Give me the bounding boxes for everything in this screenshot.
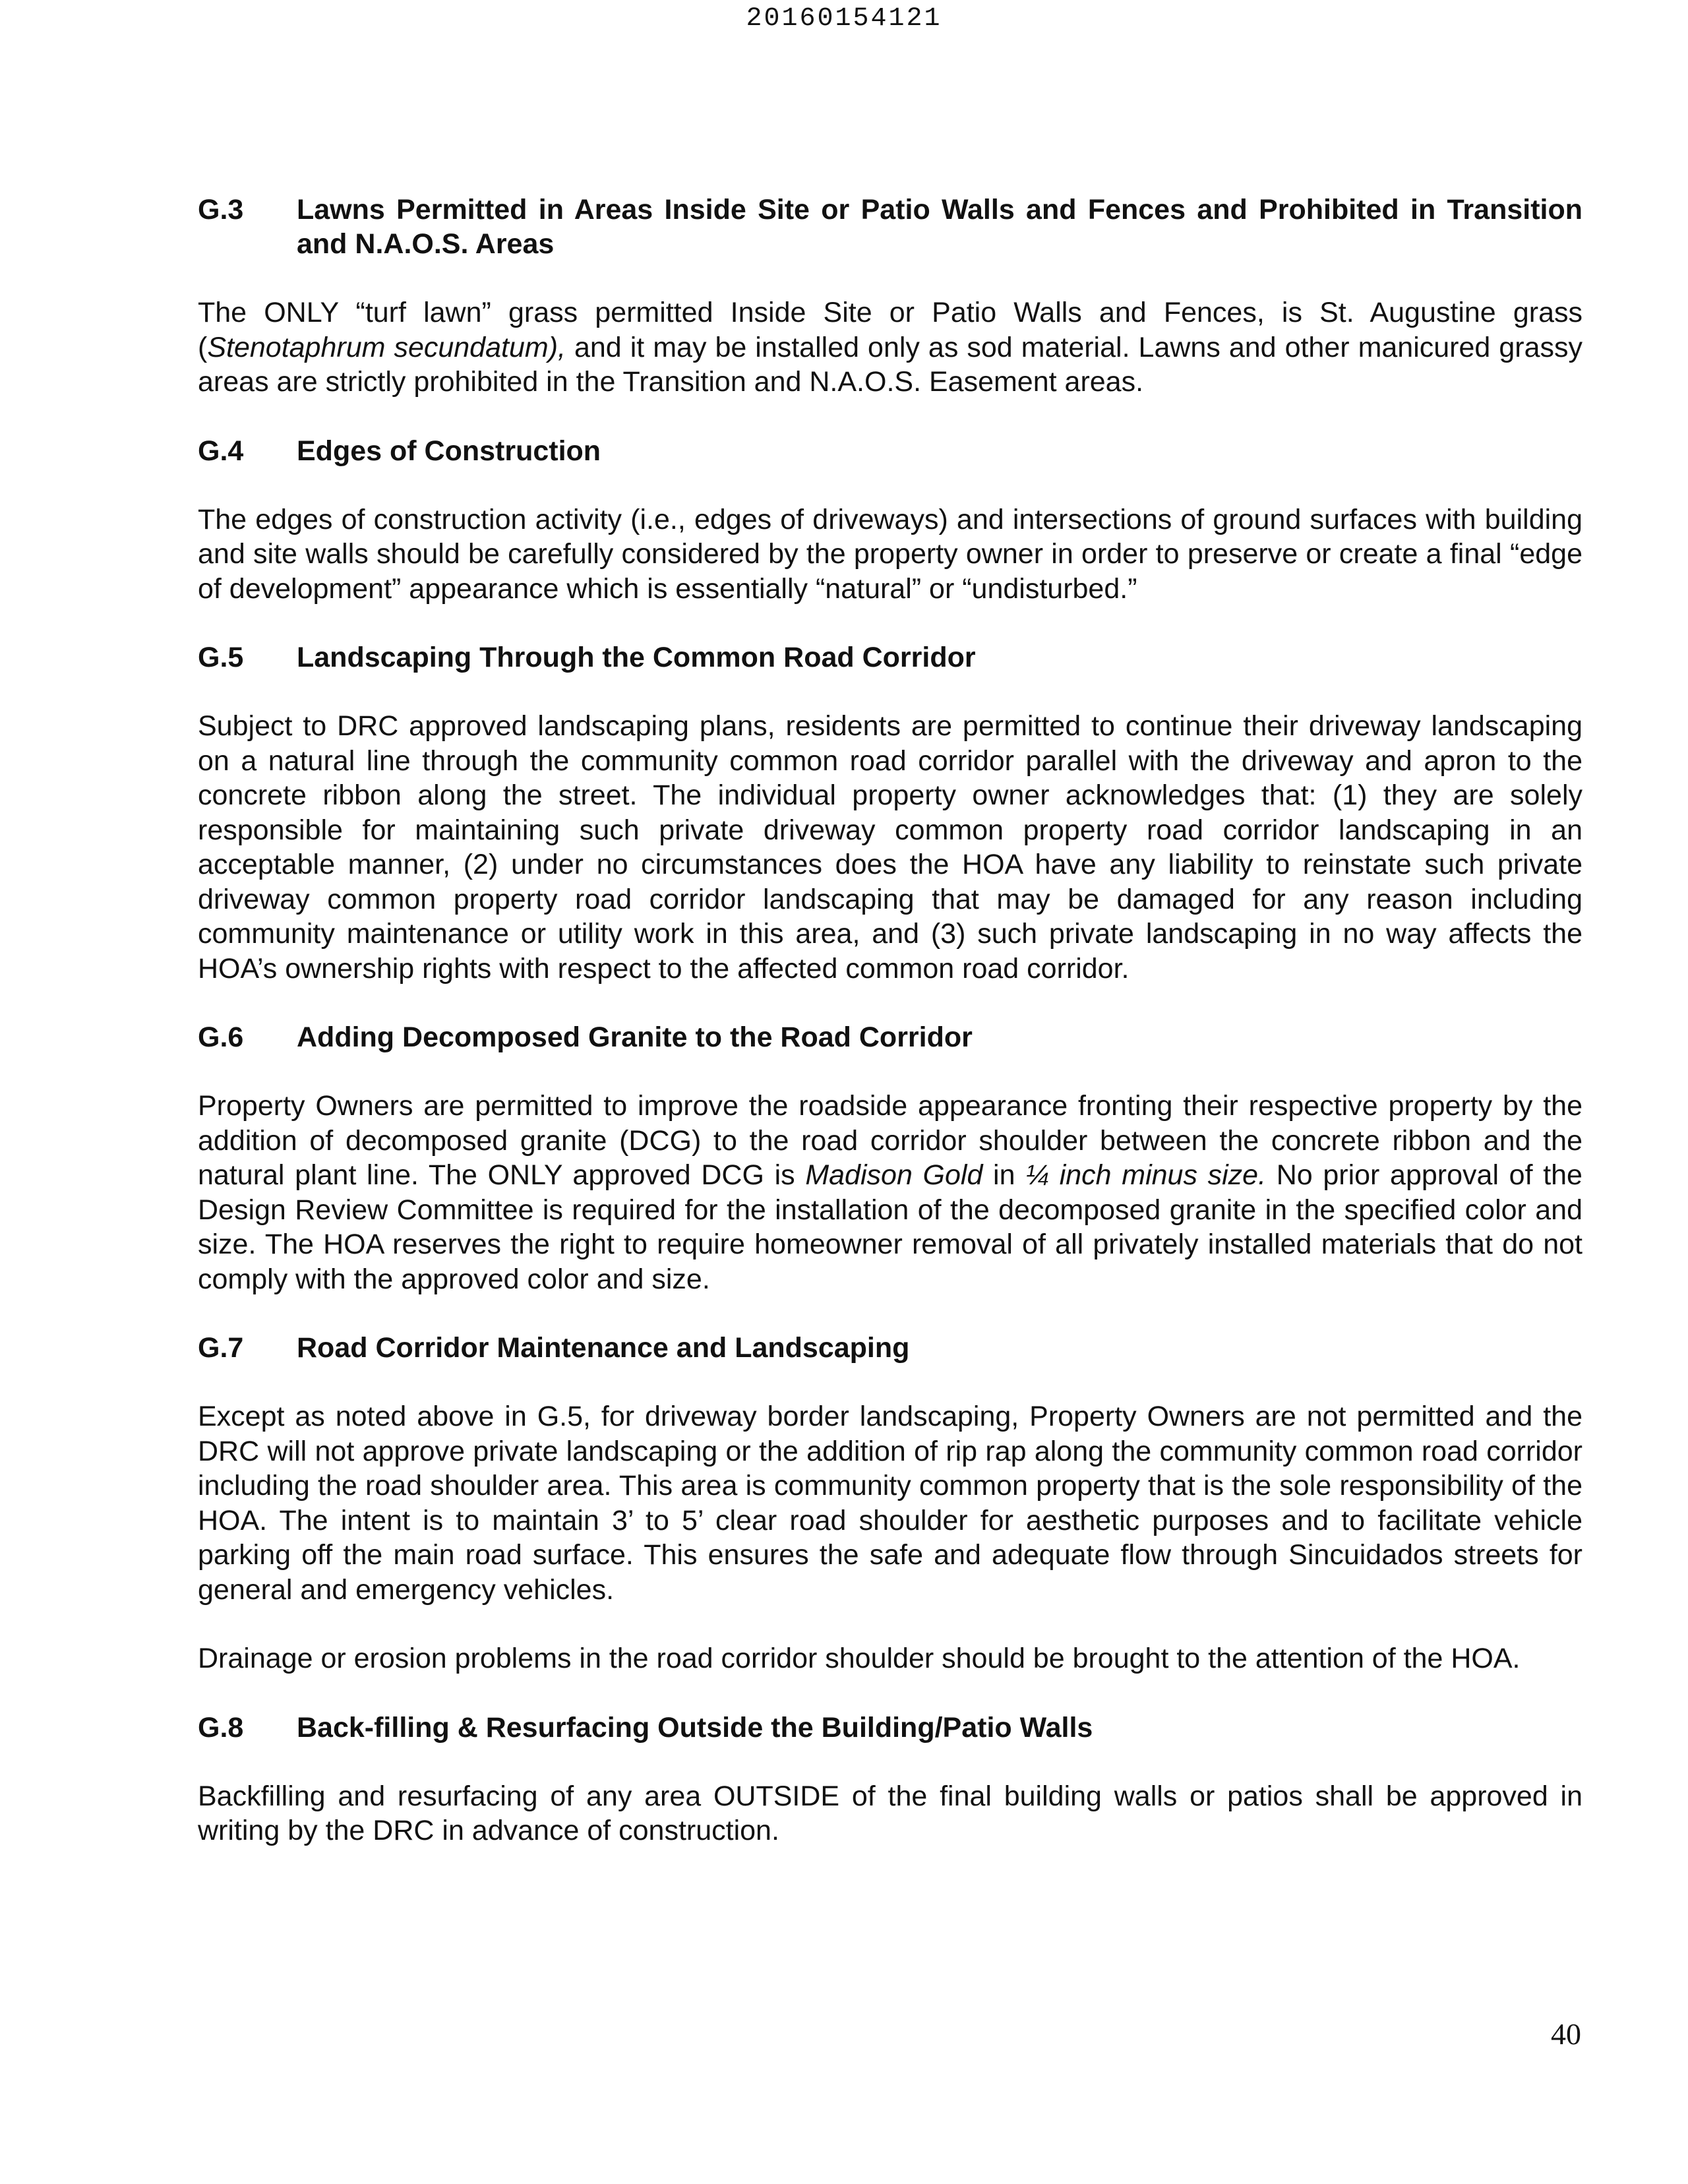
section-g6 bbox=[198, 1020, 1582, 1296]
section-g3 bbox=[198, 193, 1582, 400]
section-title: Edges of Construction bbox=[297, 435, 601, 467]
paragraph: Subject to DRC approved landscaping plans, residents are permitted to continue their driveway landscaping on a natural line through the community common road corridor parallel with the driveway and apron to the concrete ribbon along the street. The individual property owner acknowledges that: (1) they are solely responsible for maintaining such private driveway common property road corridor landscaping in an acceptable manner, (2) under no circumstances does the HOA have any liability to reinstate such private driveway common property road corridor landscaping that may be damaged for any reason including community maintenance or utility work in this area, and (3) such private landscaping in no way affects the HOA’s ownership rights with respect to the affected common road corridor. bbox=[198, 710, 1582, 985]
section-heading bbox=[198, 193, 1582, 261]
section-number: G.5 bbox=[198, 642, 244, 673]
section-g5 bbox=[198, 640, 1582, 986]
paragraph-italic-text: Stenotaphrum secundatum), bbox=[207, 331, 566, 363]
section-number: G.3 bbox=[198, 194, 244, 226]
paragraph-text: The ONLY “turf lawn” grass permitted Inside Site or Patio Walls and Fences, is St. Augustine grass ( bbox=[198, 297, 1582, 363]
section-g8 bbox=[198, 1711, 1582, 1848]
section-g7 bbox=[198, 1331, 1582, 1676]
section-g4 bbox=[198, 434, 1582, 607]
paragraph: The edges of construction activity (i.e., edges of driveways) and intersections of ground surfaces with building and site walls should be carefully considered by the property owner in order to preserve or create a final “edge of development” appearance which is essentially “natural” or “undisturbed.” bbox=[198, 503, 1582, 605]
paragraph-italic-text: Madison Gold bbox=[805, 1159, 983, 1191]
paragraph-text: Property Owners are permitted to improve the roadside appearance fronting their respective property by the addition of decomposed granite (DCG) to the road corridor shoulder between the concrete ribbon and the natural plant line. The ONLY approved DCG is bbox=[198, 1090, 1582, 1191]
section-number: G.7 bbox=[198, 1332, 244, 1364]
section-heading bbox=[198, 1331, 1582, 1365]
paragraph-text: in bbox=[982, 1159, 1026, 1191]
section-title: Lawns Permitted in Areas Inside Site or Patio Walls and Fences and Prohibited in Transition and N.A.O.S. Areas bbox=[297, 194, 1582, 260]
section-heading bbox=[198, 1711, 1582, 1745]
section-title: Adding Decomposed Granite to the Road Corridor bbox=[297, 1021, 973, 1053]
paragraph: Backfilling and resurfacing of any area OUTSIDE of the final building walls or patios shall be approved in writing by the DRC in advance of construction. bbox=[198, 1780, 1582, 1846]
section-heading bbox=[198, 434, 1582, 468]
section-number: G.6 bbox=[198, 1021, 244, 1053]
paragraph bbox=[198, 295, 1582, 400]
section-title: Back-filling & Resurfacing Outside the Building/Patio Walls bbox=[297, 1711, 1093, 1744]
paragraph-text: and it may be installed only as sod material. Lawns and other manicured grassy areas are strictly prohibited in the Transition and N.A.O.S. Easement areas. bbox=[198, 331, 1582, 398]
paragraph: Drainage or erosion problems in the road corridor shoulder should be brought to the attention of the HOA. bbox=[198, 1643, 1521, 1674]
paragraph-italic-text: ¼ inch minus size. bbox=[1025, 1159, 1267, 1191]
paragraph: Except as noted above in G.5, for driveway border landscaping, Property Owners are not permitted and the DRC will not approve private landscaping or the addition of rip rap along the community common road corridor including the road shoulder area. This area is community common property that is the sole responsibility of the HOA. The intent is to maintain 3’ to 5’ clear road shoulder for aesthetic purposes and to facilitate vehicle parking off the main road surface. This ensures the safe and adequate flow through Sincuidados streets for general and emergency vehicles. bbox=[198, 1401, 1582, 1606]
section-heading bbox=[198, 1020, 1582, 1054]
page-number: 40 bbox=[1551, 2017, 1581, 2051]
section-title: Road Corridor Maintenance and Landscaping bbox=[297, 1332, 910, 1364]
section-number: G.4 bbox=[198, 435, 244, 467]
section-title: Landscaping Through the Common Road Corridor bbox=[297, 642, 976, 673]
document-body bbox=[198, 193, 1582, 1883]
section-number: G.8 bbox=[198, 1711, 244, 1744]
document-number: 20160154121 bbox=[746, 4, 942, 34]
section-heading bbox=[198, 640, 1582, 675]
paragraph bbox=[198, 1089, 1582, 1296]
paragraph-text: No prior approval of the Design Review Committee is required for the installation of the decomposed granite in the specified color and size. The HOA reserves the right to require homeowner removal of all privately installed materials that do not comply with the approved color and size. bbox=[198, 1159, 1582, 1295]
